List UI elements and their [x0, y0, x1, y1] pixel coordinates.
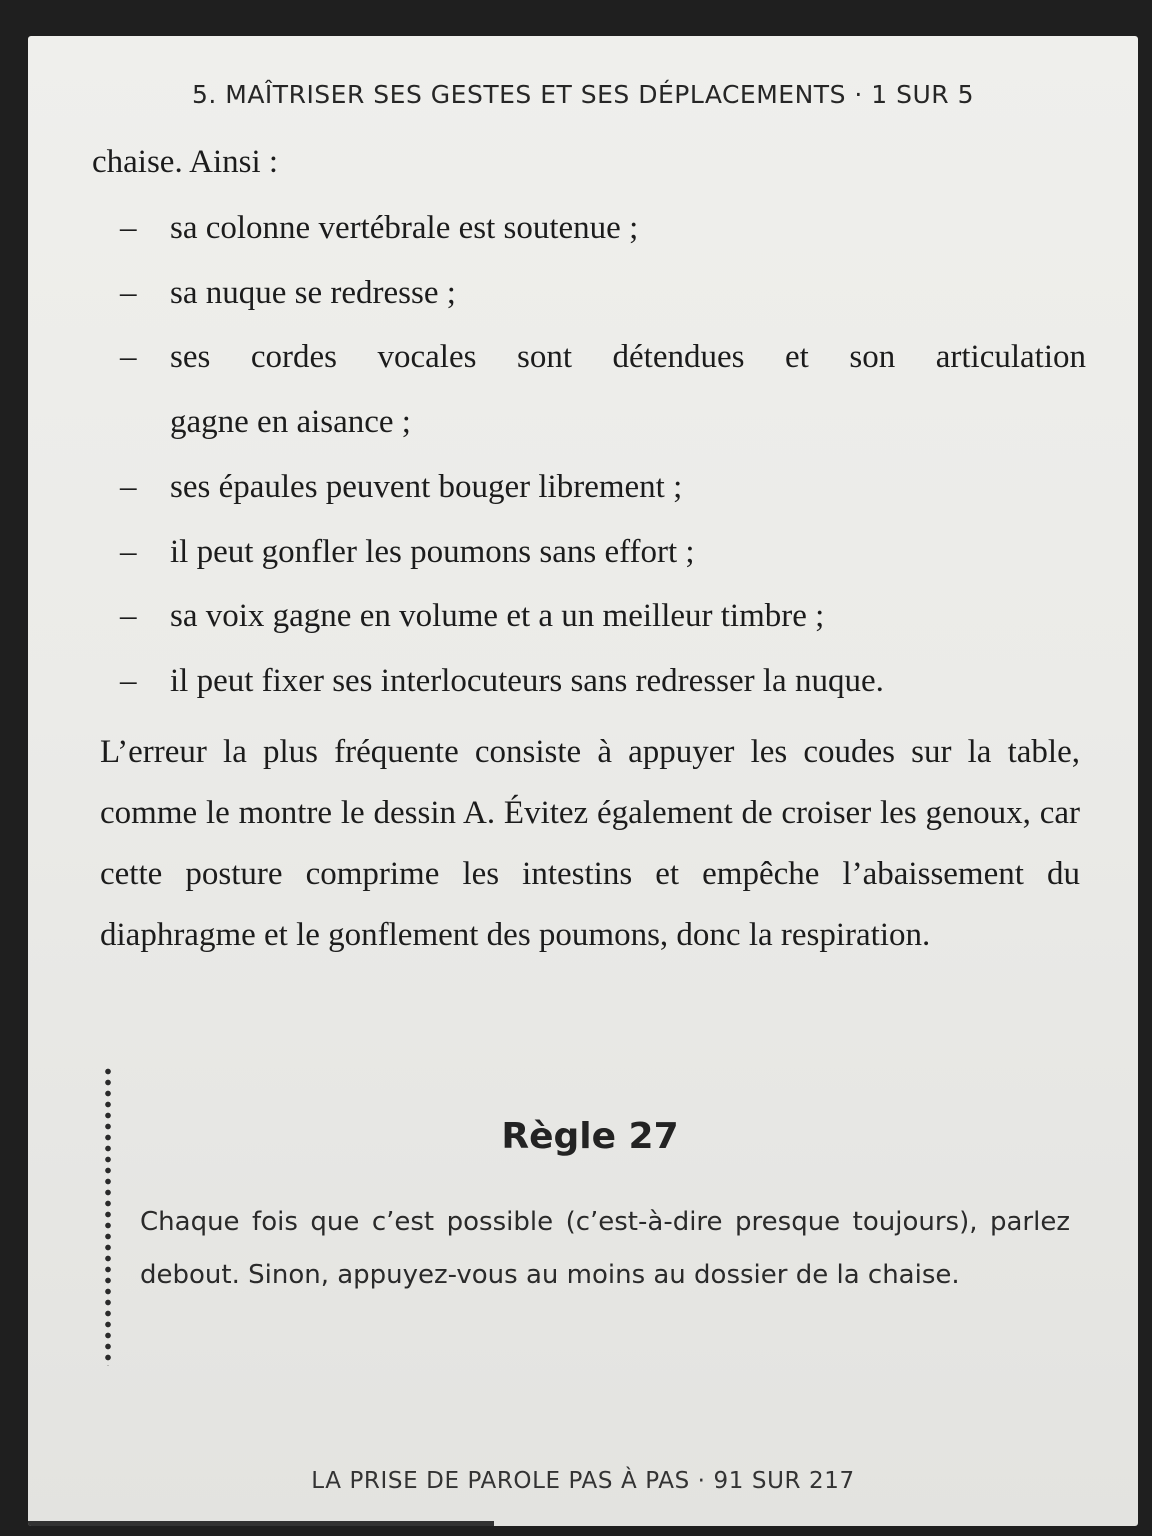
list-dash: –	[120, 210, 137, 246]
reading-progress-bar	[28, 1521, 1138, 1526]
list-item-continuation: gagne en aisance ;	[170, 404, 411, 440]
rule-text: Chaque fois que c’est possible (c’est-à-dire presque toujours), parlez debout. Sinon, appuyez-vous au moins au dossier de la chaise.	[140, 1207, 1070, 1290]
book-progress-footer: LA PRISE DE PAROLE PAS À PAS · 91 SUR 217	[311, 1468, 855, 1494]
list-dash: –	[120, 469, 137, 505]
list-dash: –	[120, 598, 137, 634]
list-dash: –	[120, 275, 137, 311]
list-item: sa colonne vertébrale est soutenue ;	[170, 210, 639, 246]
intro-text: chaise. Ainsi :	[92, 144, 279, 180]
list-dash: –	[120, 534, 137, 570]
list-dash: –	[120, 339, 137, 375]
list-item: sa nuque se redresse ;	[170, 275, 456, 311]
chapter-header: 5. MAÎTRISER SES GESTES ET SES DÉPLACEMENTS · 1 SUR 5	[191, 80, 975, 109]
list-item: il peut fixer ses interlocuteurs sans redresser la nuque.	[170, 663, 884, 699]
body-paragraph: L’erreur la plus fréquente consiste à appuyer les coudes sur la table, comme le montre le dessin A. Évitez également de croiser les genoux, car cette posture comprime les intestins et empêche l’abaissement du diaphragme et le gonflement des poumons, donc la respiration.	[100, 734, 1080, 953]
reading-progress-fill	[28, 1521, 494, 1526]
reading-screen[interactable]	[28, 36, 1138, 1526]
list-item: sa voix gagne en volume et a un meilleur timbre ;	[170, 598, 825, 634]
dotted-border	[104, 1066, 112, 1366]
list-item: il peut gonfler les poumons sans effort ;	[170, 534, 695, 570]
rule-title: Règle 27	[501, 1116, 679, 1157]
list-item: ses cordes vocales sont détendues et son articulation	[170, 339, 1086, 375]
rule-callout	[100, 1066, 1080, 1366]
list-dash: –	[120, 663, 137, 699]
list-item: ses épaules peuvent bouger librement ;	[170, 469, 683, 505]
